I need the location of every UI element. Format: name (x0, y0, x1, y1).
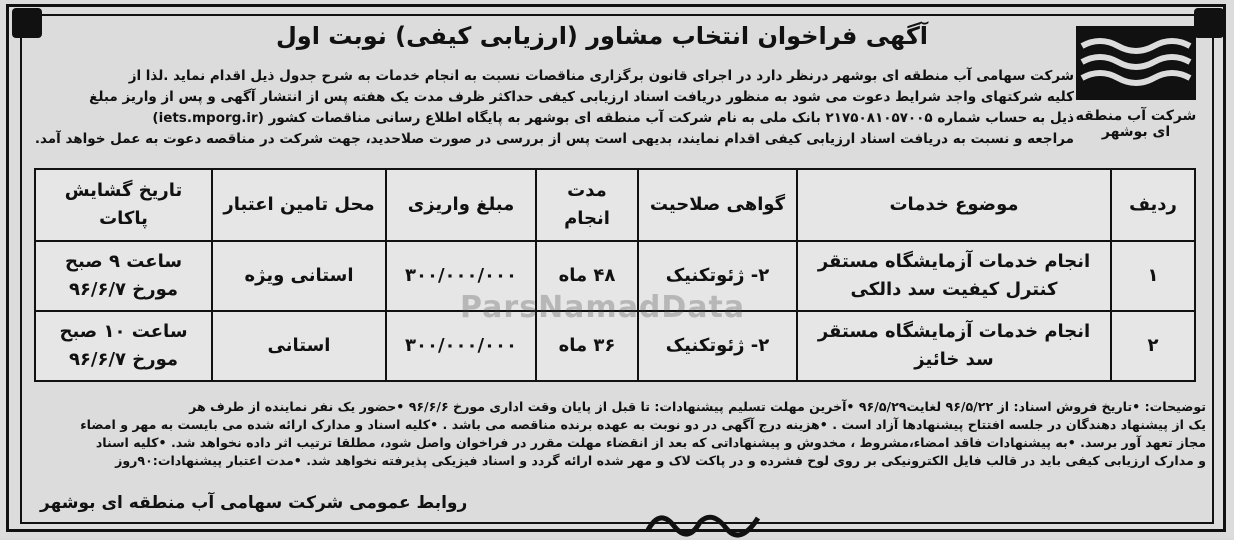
public-relations-signature: روابط عمومی شرکت سهامی آب منطقه ای بوشهر (40, 493, 468, 513)
header-deposit-amount: مبلغ واریزی (386, 169, 536, 241)
intro-line: شرکت سهامی آب منطقه ای بوشهر درنظر دارد در اجرای قانون برگزاری مناقصات نسبت به انجام خدمات به شرح جدول ذیل اقدام نماید .لذا از (128, 68, 1074, 84)
intro-line: ذیل به حساب شماره ۲۱۷۵۰۸۱۰۵۷۰۰۵ بانک ملی به نام شرکت آب منطقه ای بوشهر به پایگاه اطلاع رسانی مناقصات کشور (iets.mporg.ir) (152, 110, 1074, 126)
services-table (34, 168, 1196, 382)
intro-line: مراجعه و نسبت به دریافت اسناد ارزیابی کیفی اقدام نمایند، بدیهی است پس از بررسی در صورت صلاحدید، جهت شرکت در مناقصه دعوت به عمل خواهد آمد. (34, 131, 1074, 147)
cell-qualification: ۲- ژئوتکنیک (638, 241, 797, 311)
header-service-subject: موضوع خدمات (797, 169, 1111, 241)
header-opening-date: تاریخ گشایش پاکات (35, 169, 212, 241)
header-funding-source: محل تامین اعتبار (212, 169, 386, 241)
notes-section (34, 398, 1206, 470)
header-duration: مدت انجام (536, 169, 638, 241)
cell-row-number: ۱ (1111, 241, 1195, 311)
cell-funding-source: استانی ویژه (212, 241, 386, 311)
cell-duration: ۴۸ ماه (536, 241, 638, 311)
notes-line: توضیحات: •تاریخ فروش اسناد: از ۹۶/۵/۲۲ لغایت۹۶/۵/۲۹ •آخرین مهلت تسلیم پیشنهادات: تا قبل از پایان وقت اداری مورخ ۹۶/۶/۶ •حضور یک نفر نماینده از طرف هر (189, 399, 1206, 414)
table-header-row (35, 169, 1195, 241)
cell-qualification: ۲- ژئوتکنیک (638, 311, 797, 381)
handwritten-mark (640, 500, 770, 540)
cell-funding-source: استانی (212, 311, 386, 381)
cell-deposit-amount: ۳۰۰/۰۰۰/۰۰۰ (386, 241, 536, 311)
cell-deposit-amount: ۳۰۰/۰۰۰/۰۰۰ (386, 311, 536, 381)
cell-row-number: ۲ (1111, 311, 1195, 381)
company-logo (1068, 26, 1204, 140)
header-qualification: گواهی صلاحیت (638, 169, 797, 241)
cell-service-subject: انجام خدمات آزمایشگاه مستقر سد خائیز (797, 311, 1111, 381)
page-title: آگهی فراخوان انتخاب مشاور (ارزیابی کیفی) نوبت اول (275, 22, 929, 50)
water-waves-logo-icon (1076, 26, 1196, 100)
cell-opening-date: ساعت ۹ صبح مورخ ۹۶/۶/۷ (35, 241, 212, 311)
cell-service-subject: انجام خدمات آزمایشگاه مستقر کنترل کیفیت سد دالکی (797, 241, 1111, 311)
notes-line: مجاز تعهد آور برسد. •به پیشنهادات فاقد امضاء،مشروط ، مخدوش و پیشنهاداتی که بعد از انقضاء مهلت مقرر در فراخوان واصل شود، مطلقا ترتیب اثر داده نخواهد شد. •کلیه اسناد (95, 435, 1206, 450)
logo-caption: شرکت آب منطقه ای بوشهر (1075, 108, 1197, 140)
intro-paragraph (34, 66, 1074, 150)
cell-opening-date: ساعت ۱۰ صبح مورخ ۹۶/۶/۷ (35, 311, 212, 381)
watermark: ParsNamadData (460, 290, 746, 325)
notes-line: یک از پیشنهاد دهندگان در جلسه افتتاح پیشنهادها آزاد است . •هزینه درج آگهی در دو نوبت به عهده برنده مناقصه می باشد . •کلیه اسناد و مدارک ارائه شده می بایست به مهر و امضاء (80, 417, 1206, 432)
notes-line: و مدارک ارزیابی کیفی باید در قالب فایل الکترونیکی بر روی لوح فشرده و در پاکت لاک و مهر شده ارائه گردد و اسناد فیزیکی پذیرفته نخواهد شد. •مدت اعتبار پیشنهادات:۹۰روز (115, 453, 1206, 468)
cell-duration: ۳۶ ماه (536, 311, 638, 381)
intro-line: کلیه شرکتهای واجد شرایط دعوت می شود به منظور دریافت اسناد ارزیابی کیفی حداکثر ظرف مدت یک هفته پس از انتشار آگهی و پس از واریز مبلغ (89, 89, 1074, 105)
header-row-number: ردیف (1111, 169, 1195, 241)
